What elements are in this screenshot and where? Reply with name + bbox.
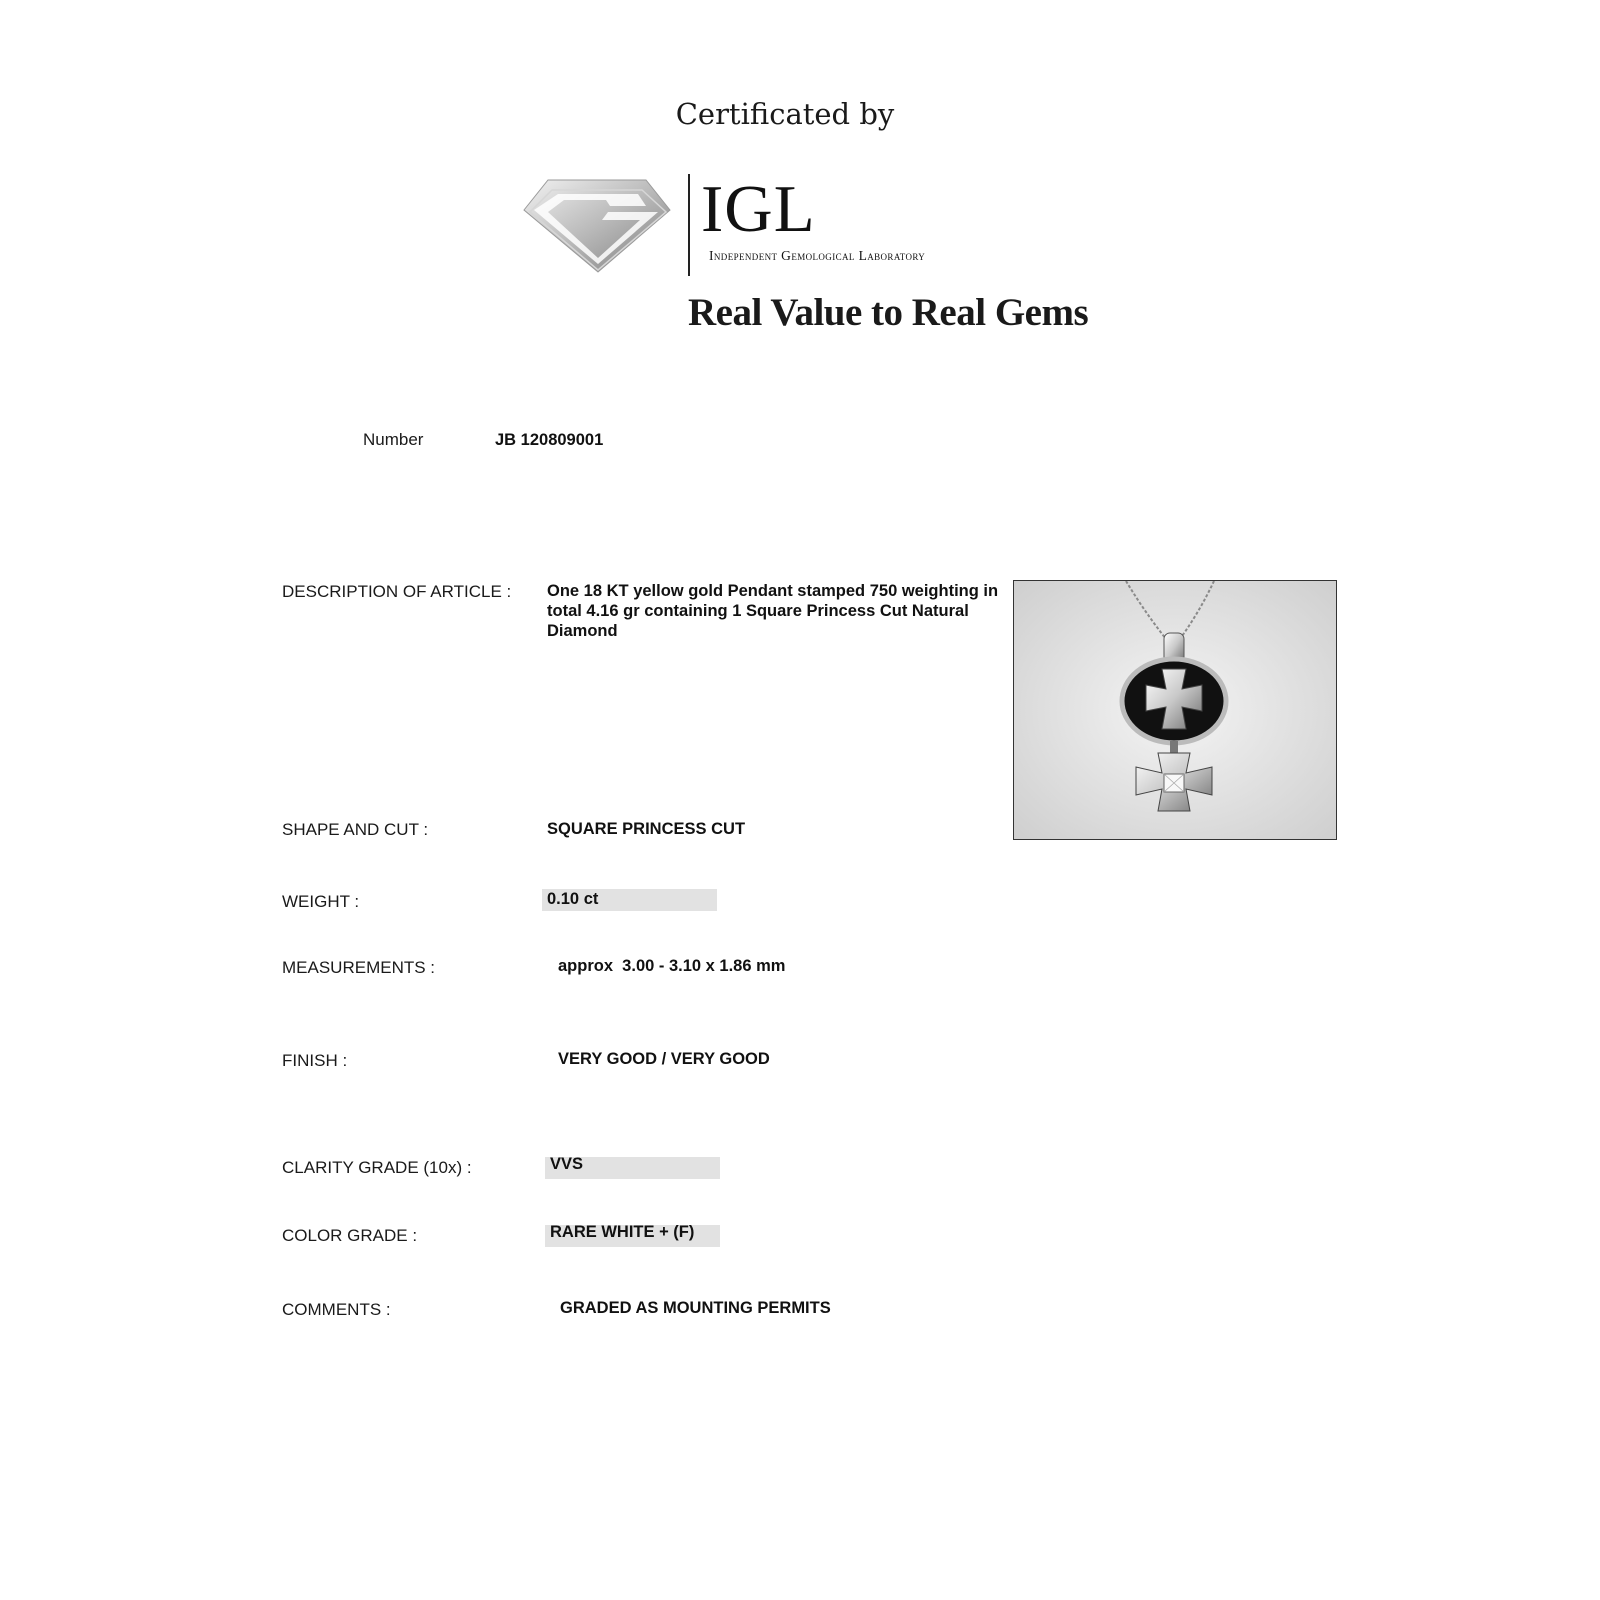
- finish-value: VERY GOOD / VERY GOOD: [558, 1050, 770, 1068]
- comments-value: GRADED AS MOUNTING PERMITS: [560, 1299, 831, 1317]
- number-value: JB 120809001: [495, 431, 604, 449]
- tagline: Real Value to Real Gems: [688, 291, 1089, 334]
- description-value: One 18 KT yellow gold Pendant stamped 750 weighting in total 4.16 gr containing 1 Square Princess Cut Natural Diamond: [547, 582, 999, 640]
- logo-divider: [688, 174, 690, 276]
- certified-by-heading: Certificated by: [675, 97, 895, 131]
- clarity-value: VVS: [550, 1155, 584, 1173]
- description-label: DESCRIPTION OF ARTICLE :: [282, 582, 512, 601]
- igl-diamond-logo-icon: [518, 176, 678, 276]
- color-label: COLOR GRADE :: [282, 1226, 418, 1245]
- measurements-label: MEASUREMENTS :: [282, 958, 436, 977]
- shape-label: SHAPE AND CUT :: [282, 820, 429, 839]
- finish-label: FINISH :: [282, 1051, 348, 1070]
- weight-value: 0.10 ct: [547, 890, 599, 908]
- comments-label: COMMENTS :: [282, 1300, 391, 1319]
- logo-subtitle: Independent Gemological Laboratory: [709, 248, 926, 263]
- number-label: Number: [363, 430, 424, 449]
- color-value: RARE WHITE + (F): [550, 1223, 695, 1241]
- measurements-value: approx 3.00 - 3.10 x 1.86 mm: [558, 957, 786, 975]
- logo-igl-text: IGL: [701, 172, 816, 246]
- weight-label: WEIGHT :: [282, 892, 360, 911]
- pendant-photo: [1013, 580, 1337, 840]
- shape-value: SQUARE PRINCESS CUT: [547, 820, 746, 838]
- pendant-image: [1014, 581, 1336, 839]
- clarity-label: CLARITY GRADE (10x) :: [282, 1158, 472, 1177]
